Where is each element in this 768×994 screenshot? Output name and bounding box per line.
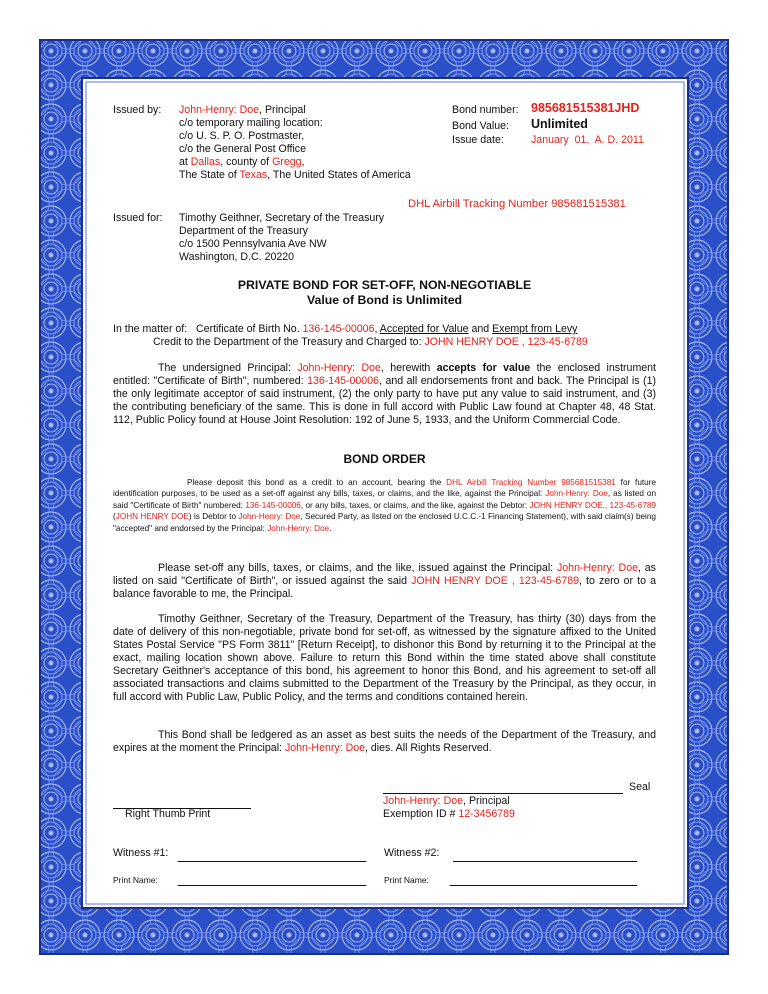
seal-label: Seal — [629, 781, 651, 793]
issued-for-label: Issued for: — [113, 212, 163, 224]
ledger-paragraph: This Bond shall be ledgered as an asset as best suits the needs of the Department of the Treasury, and expires at the moment the Principal: John-Henry: Doe, dies. All Rights Reserved. — [113, 729, 656, 754]
print-name-2-line[interactable] — [450, 872, 637, 886]
bond-order-paragraph: Please deposit this bond as a credit to an account, bearing the DHL Airbill Tracking Number 985681515381 for future identification purposes, to be used as a set-off against any bills, taxes, or claims, and the like, against the Principal: John-Henry: Doe, as listed on said "Certificate of Birth" numbered: 136-145-00006, or any bills, taxes, or claims, and the like, against the Debtor: JOHN HENRY DOE., 123-45-6789 (JOHN HENRY DOE) is Debtor to John-Henry: Doe, Secured Party, as listed on the enclosed U.C.C.-1 Financing Statement), with said claim(s) being "accepted" and endorsed by the Principal: John-Henry: Doe. — [113, 478, 657, 533]
acceptance-paragraph: The undersigned Principal: John-Henry: Doe, herewith accepts for value the enclosed instrument entitled: "Certificate of Birth", numbered: 136-145-00006, and all endorsements front and back. The Principal is (1) the only legitimate acceptor of said instrument, (2) the only party to have put any value to said instrument, and (3) the contributing beneficiary of the same. This is done in full accord with Public Law found at Chapter 48, 48 Stat. 112, Public Policy found at House Joint Resolution: 192 of June 5, 1933, and the Uniform Commercial Code. — [113, 362, 656, 426]
bond-number-label: Bond number: — [452, 104, 519, 116]
signer-name: John-Henry: Doe, Principal — [383, 795, 510, 807]
thumb-print-line[interactable] — [113, 795, 251, 809]
thumb-print-label: Right Thumb Print — [125, 808, 211, 820]
bond-value: Unlimited — [531, 117, 588, 131]
issue-date: January 01, A. D. 2011 — [531, 134, 644, 146]
bond-title: PRIVATE BOND FOR SET-OFF, NON-NEGOTIABLE Value of Bond is Unlimited — [237, 278, 532, 307]
issued-by-block: John-Henry: Doe, Principal c/o temporary mailing location: c/o U. S. P. O. Postmaster, c/o the General Post Office at Dallas, county of Gregg, The State of Texas, The United States of America — [179, 104, 411, 181]
mailing-line-2: c/o U. S. P. O. Postmaster, — [179, 130, 305, 142]
city-line: at Dallas, county of Gregg, — [179, 156, 305, 168]
bond-value-label: Bond Value: — [452, 120, 509, 132]
dishonor-paragraph: Timothy Geithner, Secretary of the Treasury, Department of the Treasury, has thirty (30) days from the date of delivery of this non-negotiable, private bond for set-off, as witnessed by the signature affixed to the United States Postal Service "PS Form 3811" [Return Receipt], to dishonor this Bond by returning it to the Principal at the exact, mailing location shown above. Failure to return this Bond within the time stated above shall constitute Secretary Geithner's acceptance of this bond, his agreement to honor this Bond, and his agreement to set-off all associated transactions and claims submitted to the Department of the Treasury by the Principal, as they occur, in full accord with Public Law, Public Policy, and the terms and conditions contained herein. — [113, 613, 656, 703]
witness-1-signature-line[interactable] — [178, 848, 366, 862]
bond-order-heading: BOND ORDER — [343, 452, 426, 466]
credit-line: Credit to the Department of the Treasury and Charged to: JOHN HENRY DOE , 123-45-6789 — [153, 336, 588, 348]
exemption-id: Exemption ID # 12-3456789 — [383, 808, 515, 820]
mailing-line-3: c/o the General Post Office — [179, 143, 306, 155]
issue-date-label: Issue date: — [452, 134, 504, 146]
witness-2-signature-line[interactable] — [453, 848, 637, 862]
principal-name: John-Henry: Doe — [179, 104, 260, 116]
tracking-number: DHL Airbill Tracking Number 985681515381 — [408, 198, 626, 210]
principal-signature-line[interactable] — [383, 780, 623, 794]
print-name-1-line[interactable] — [178, 872, 366, 886]
print-name-2-label: Print Name: — [384, 875, 429, 885]
matter-line: In the matter of: Certificate of Birth No. 136-145-00006, Accepted for Value and Exempt from Levy — [113, 323, 578, 335]
witness-1-label: Witness #1: — [113, 847, 169, 859]
print-name-1-label: Print Name: — [113, 875, 158, 885]
mailing-line-1: c/o temporary mailing location: — [179, 117, 323, 129]
issued-for-block: Timothy Geithner, Secretary of the Treasury Department of the Treasury c/o 1500 Pennsylvania Ave NW Washington, D.C. 20220 — [179, 212, 385, 263]
issued-by-label: Issued by: — [113, 104, 162, 116]
bond-number: 985681515381JHD — [531, 101, 640, 115]
state-line: The State of Texas, The United States of America — [179, 169, 411, 181]
set-off-paragraph: Please set-off any bills, taxes, or claims, and the like, issued against the Principal: John-Henry: Doe, as listed on said "Certificate of Birth", or issued against the said JOHN HENRY DOE , 123-45-6789, to zero or to a balance favorable to me, the Principal. — [113, 562, 656, 600]
witness-2-label: Witness #2: — [384, 847, 440, 859]
